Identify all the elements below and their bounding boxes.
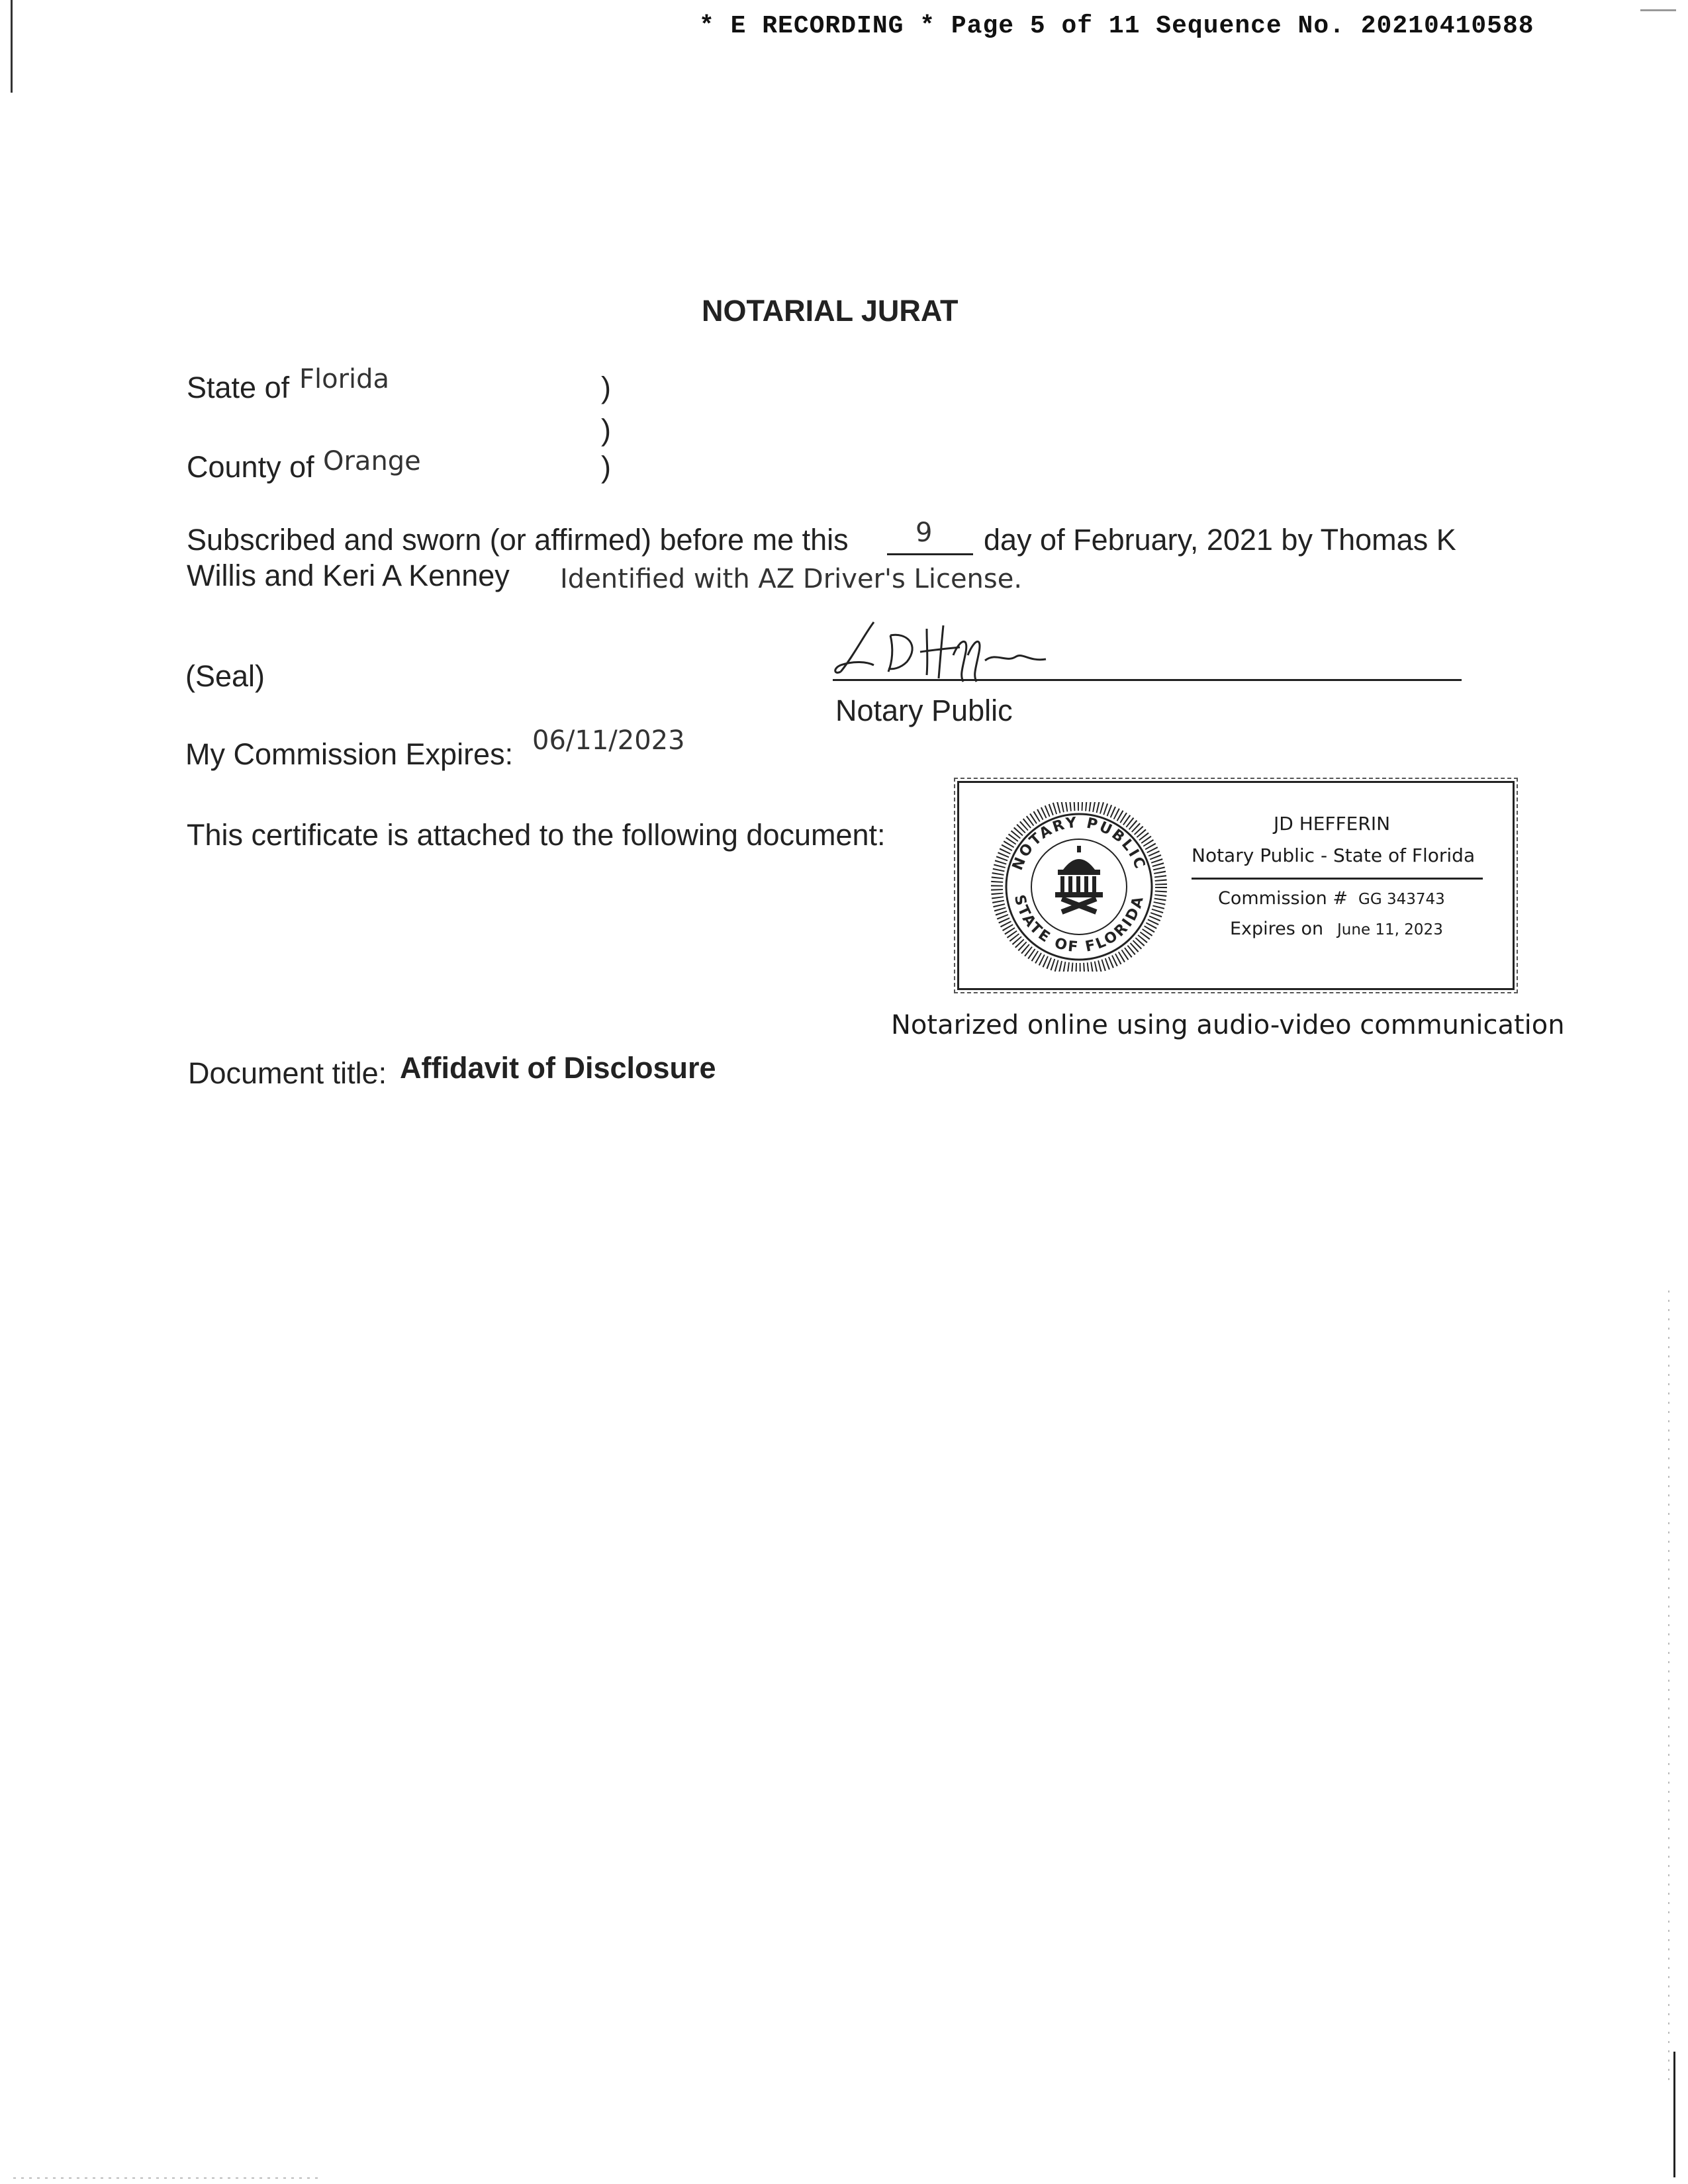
scan-edge-right [1640,9,1676,11]
stamp-expires-label: Expires on [1230,919,1324,939]
jurat-line1-suffix: day of February, 2021 by Thomas K [984,523,1456,557]
county-label: County of [187,450,314,484]
signature-line [833,679,1462,681]
florida-notary-seal [985,802,1173,972]
paren-3: ) [601,450,611,484]
scan-noise-right [1668,1291,1669,2085]
scan-edge-bottom-right [1673,2052,1675,2177]
scan-noise-bottom [13,2177,318,2179]
county-value: Orange [323,446,421,477]
recording-header: * E RECORDING * Page 5 of 11 Sequence No. 20210410588 [699,12,1534,40]
document-title-label: Document title: [188,1056,387,1090]
state-value: Florida [299,364,390,394]
paren-2: ) [601,413,611,447]
stamp-notary-name: JD HEFFERIN [1274,813,1391,835]
jurat-line1-prefix: Subscribed and sworn (or affirmed) before me this [187,523,849,557]
jurat-identification: Identified with AZ Driver's License. [560,564,1023,594]
notary-public-label: Notary Public [835,694,1013,727]
stamp-commission-number: GG 343743 [1358,891,1445,908]
jurat-names: Willis and Keri A Kenney [187,559,510,592]
day-blank [887,553,973,555]
seal-label: (Seal) [185,659,265,693]
commission-value: 06/11/2023 [532,725,685,756]
seal-bottom-text: STATE OF FLORIDA [1010,893,1148,956]
notary-signature [827,609,1053,688]
stamp-commission-label: Commission # [1218,888,1348,909]
paren-1: ) [601,371,611,404]
jurat-day: 9 [915,518,933,548]
attached-text: This certificate is attached to the following document: [187,818,886,852]
online-notarization-note: Notarized online using audio-video communication [891,1010,1565,1040]
state-label: State of [187,371,290,404]
stamp-expires-value: June 11, 2023 [1337,921,1443,938]
scan-edge-left [11,0,13,93]
document-title-value: Affidavit of Disclosure [400,1051,716,1085]
page-title: NOTARIAL JURAT [702,294,959,328]
stamp-title: Notary Public - State of Florida [1192,844,1476,866]
seal-top-text: NOTARY PUBLIC [1009,814,1149,873]
stamp-divider [1192,878,1483,880]
commission-label: My Commission Expires: [185,737,514,771]
